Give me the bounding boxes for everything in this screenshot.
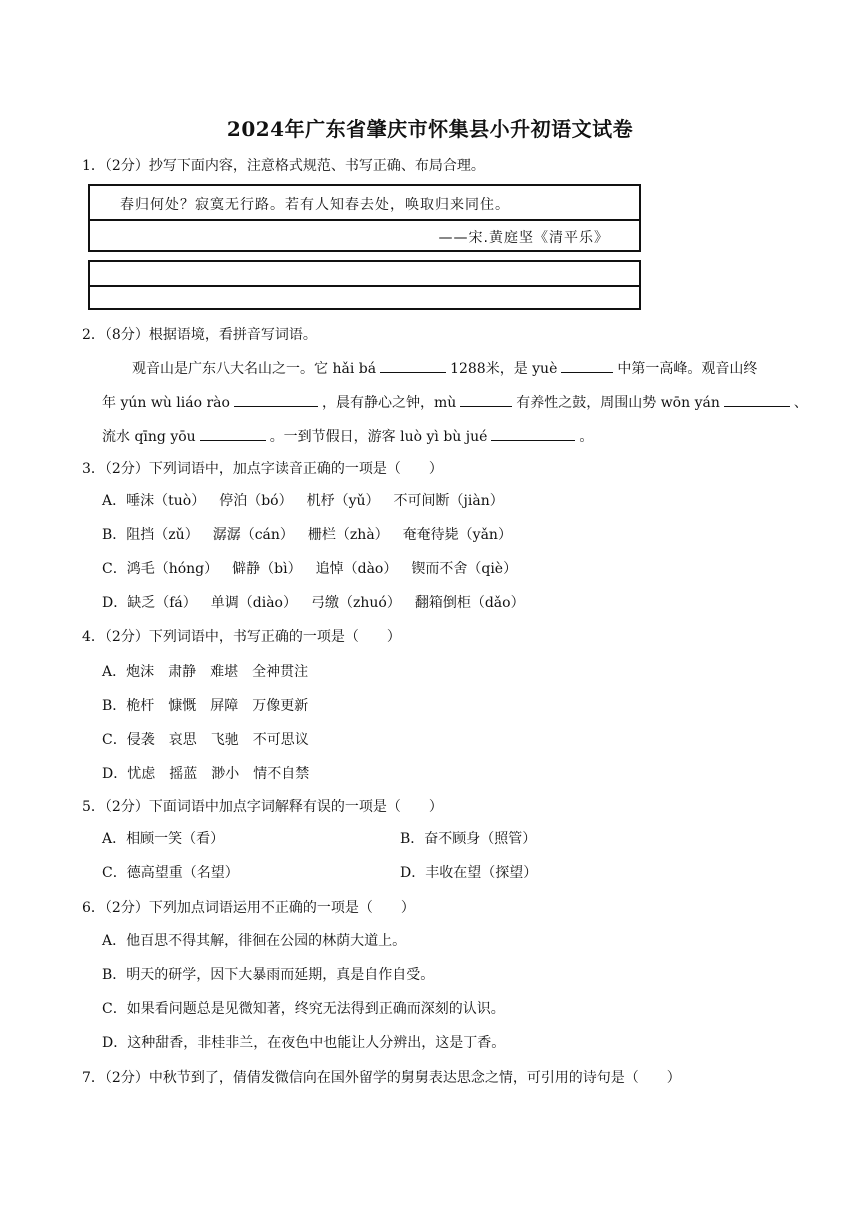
q2-text-1b: 1288米，是 yuè	[450, 361, 558, 377]
q2-text-2b: ，晨有静心之钟，mù	[321, 395, 457, 411]
question-2-line-3	[102, 426, 593, 447]
question-6-option-a[interactable]: A．他百思不得其解，徘徊在公园的林荫大道上。	[102, 933, 407, 949]
option-word: 缺乏（fá）	[127, 595, 197, 611]
option-word: 僻静（bì）	[232, 561, 302, 577]
question-4-stem: 4．（2分）下列词语中，书写正确的一项是（ ）	[82, 629, 401, 645]
question-5-option-c[interactable]: C．德高望重（名望）	[102, 865, 239, 881]
question-3-option-c[interactable]	[102, 559, 517, 579]
option-word: 唾沫（tuò）	[126, 493, 206, 509]
q2-text-3b: 。一到节假日，游客 luò yì bù jué	[269, 429, 488, 445]
option-word: 弓缴（zhuó）	[310, 595, 401, 611]
option-letter: D．	[102, 595, 128, 611]
option-word: 单调（diào）	[210, 595, 297, 611]
answer-blank-yue[interactable]	[561, 358, 613, 373]
option-word: 栅栏（zhà）	[307, 527, 389, 543]
copy-answer-box[interactable]	[88, 260, 641, 310]
question-3-stem: 3．（2分）下列词语中，加点字读音正确的一项是（ ）	[82, 461, 443, 477]
question-2-stem: 2．（8分）根据语境，看拼音写词语。	[82, 327, 317, 343]
copy-source-box	[88, 184, 641, 252]
q2-text-2d: 、	[793, 395, 808, 411]
question-7-stem: 7．（2分）中秋节到了，倩倩发微信向在国外留学的舅舅表达思念之情，可引用的诗句是（ ）	[82, 1070, 681, 1086]
question-6-option-b[interactable]: B．明天的研学，因下大暴雨而延期，真是自作自受。	[102, 967, 435, 983]
q2-text-2c: 有养性之鼓，周围山势 wōn yán	[516, 395, 720, 411]
option-word: 机杼（yǔ）	[306, 493, 380, 509]
question-4-option-d[interactable]: D．忧虑 摇蓝 渺小 情不自禁	[102, 766, 310, 782]
question-5-option-a[interactable]: A．相顾一笑（看）	[102, 831, 225, 847]
copy-source-row-1	[90, 186, 639, 221]
option-letter: C．	[102, 561, 127, 577]
option-word: 锲而不舍（qiè）	[411, 561, 518, 577]
answer-blank-qingyou[interactable]	[200, 426, 266, 441]
option-word: 奄奄待毙（yǎn）	[402, 527, 512, 543]
question-2-line-2	[102, 392, 808, 413]
option-word: 鸿毛（hóng）	[126, 561, 219, 577]
option-word: 不可间断（jiàn）	[393, 493, 504, 509]
question-6-option-d[interactable]: D．这种甜香，非桂非兰，在夜色中也能让人分辨出，这是丁香。	[102, 1035, 506, 1051]
answer-blank-wanyan[interactable]	[724, 392, 790, 407]
question-3-option-a[interactable]	[102, 491, 504, 511]
copy-source-row-2	[90, 221, 639, 254]
question-5-option-b[interactable]: B．奋不顾身（照管）	[400, 831, 537, 847]
question-3-option-d[interactable]	[102, 593, 525, 613]
poem-line: 春归何处？寂寞无行路。若有人知春去处，唤取归来同住。	[120, 197, 510, 213]
answer-blank-yunwuliaorao[interactable]	[234, 392, 318, 407]
question-4-option-c[interactable]: C．侵袭 哀思 飞驰 不可思议	[102, 732, 309, 748]
question-1-stem: 1．（2分）抄写下面内容，注意格式规范、书写正确、布局合理。	[82, 158, 485, 174]
question-5-option-d[interactable]: D．丰收在望（探望）	[400, 865, 538, 881]
copy-answer-row-1[interactable]	[90, 262, 639, 287]
question-6-option-c[interactable]: C．如果看问题总是见微知著，终究无法得到正确而深刻的认识。	[102, 1001, 505, 1017]
option-word: 停泊（bó）	[219, 493, 293, 509]
question-6-stem: 6．（2分）下列加点词语运用不正确的一项是（ ）	[82, 900, 415, 916]
option-word: 翻箱倒柜（dǎo）	[414, 595, 525, 611]
poem-source: ——宋.黄庭坚《清平乐》	[438, 230, 609, 246]
answer-blank-luoyibujue[interactable]	[491, 426, 575, 441]
answer-blank-haiba[interactable]	[380, 358, 446, 373]
question-3-option-b[interactable]	[102, 525, 512, 545]
q2-text-3a: 流水 qīng yōu	[102, 429, 196, 445]
option-word: 潺潺（cán）	[212, 527, 294, 543]
option-word: 追悼（dào）	[315, 561, 398, 577]
page-title: 2024年广东省肇庆市怀集县小升初语文试卷	[226, 117, 634, 141]
q2-text-3c: 。	[579, 429, 594, 445]
question-2-line-1	[132, 358, 757, 379]
option-word: 阻挡（zǔ）	[126, 527, 199, 543]
answer-blank-mu[interactable]	[460, 392, 512, 407]
question-5-stem: 5．（2分）下面词语中加点字词解释有误的一项是（ ）	[82, 799, 443, 815]
q2-text-1a: 观音山是广东八大名山之一。它 hǎi bá	[132, 361, 377, 377]
question-4-option-b[interactable]: B．桅杆 慷慨 屏障 万像更新	[102, 698, 309, 714]
q2-text-1c: 中第一高峰。观音山终	[617, 361, 758, 377]
question-4-option-a[interactable]: A．炮沫 肃静 难堪 全神贯注	[102, 664, 309, 680]
option-letter: B．	[102, 527, 127, 543]
q2-text-2a: 年 yún wù liáo rào	[102, 395, 230, 411]
option-letter: A．	[102, 493, 127, 509]
copy-answer-row-2[interactable]	[90, 287, 639, 310]
